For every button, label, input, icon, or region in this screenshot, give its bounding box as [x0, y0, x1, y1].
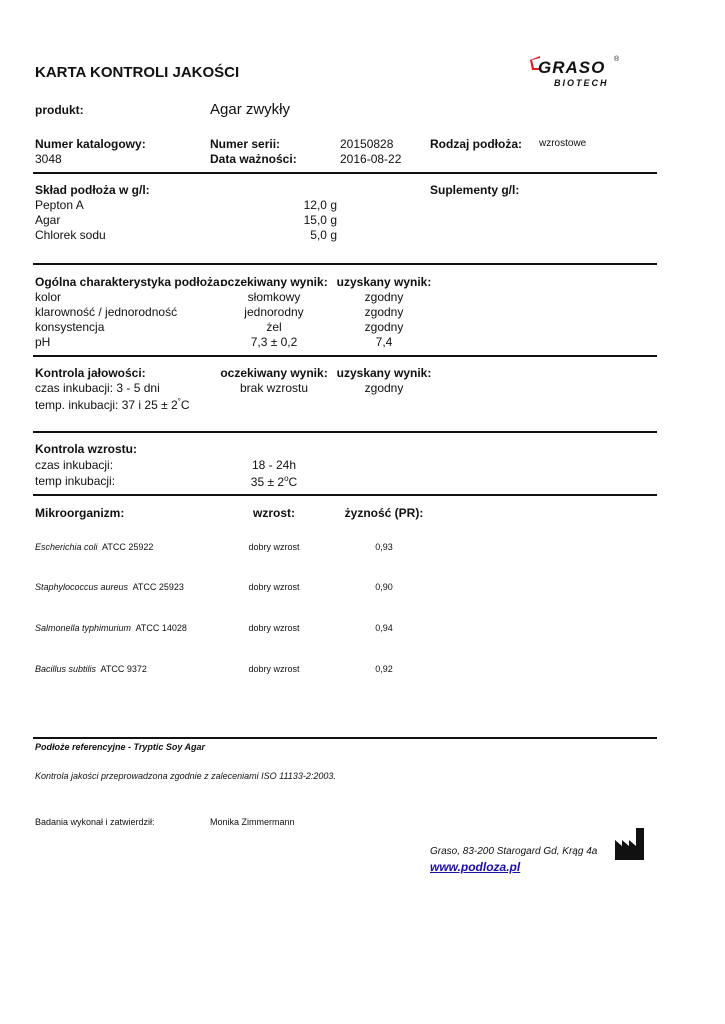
ingredient-name: Chlorek sodu	[35, 228, 106, 242]
characteristic-expected: żel	[266, 320, 282, 334]
characteristic-name: kolor	[35, 290, 62, 304]
characteristic-obtained: 7,4	[375, 335, 393, 349]
temp-unit: C	[288, 475, 298, 489]
divider	[33, 737, 657, 739]
growth-column-header: wzrost:	[253, 506, 295, 520]
species-name: Bacillus subtilis	[35, 664, 97, 674]
characteristic-obtained: zgodny	[364, 290, 404, 304]
characteristic-expected: 7,3 ± 0,2	[250, 335, 298, 349]
graso-logo	[528, 56, 624, 90]
reference-medium: Podłoże referencyjne - Tryptic Soy Agar	[35, 742, 206, 752]
composition-heading: Skład podłoża w g/l:	[35, 183, 150, 197]
series-label: Numer serii:	[210, 137, 281, 151]
obtained-header: uzyskany wynik:	[336, 275, 432, 289]
strain-id: ATCC 25923	[132, 582, 184, 592]
ingredient-amount: 12,0 g	[303, 198, 337, 212]
sterility-temp	[35, 397, 190, 412]
growth-result: dobry wzrost	[248, 664, 300, 674]
supplements-heading: Suplementy g/l:	[430, 183, 520, 197]
growth-result: dobry wzrost	[248, 623, 300, 633]
factory-icon	[615, 828, 645, 865]
sterility-obtained: zgodny	[364, 381, 404, 395]
characteristic-obtained: zgodny	[364, 320, 404, 334]
strain-id: ATCC 14028	[135, 623, 187, 633]
signed-label: Badania wykonał i zatwierdził:	[35, 817, 155, 827]
pr-column-header: żyzność (PR):	[344, 506, 424, 520]
page-title: KARTA KONTROLI JAKOŚCI	[35, 64, 240, 81]
characteristic-name: klarowność / jednorodność	[35, 305, 178, 319]
degree-sign: o	[284, 474, 289, 483]
species-name: Escherichia coli	[35, 542, 98, 552]
sterility-temp-text: temp. inkubacji: 37 i 25 ± 2	[35, 398, 178, 412]
strain-id: ATCC 9372	[100, 664, 147, 674]
divider	[33, 263, 657, 265]
company-address: Graso, 83-200 Starogard Gd, Krąg 4a	[430, 846, 598, 857]
sterility-time: czas inkubacji: 3 - 5 dni	[35, 381, 160, 395]
divider	[33, 172, 657, 174]
characteristic-expected: słomkowy	[247, 290, 301, 304]
sterility-expected: brak wzrostu	[239, 381, 309, 395]
pr-value: 0,90	[375, 582, 393, 592]
registered-mark: ®	[614, 56, 620, 63]
growth-time-value: 18 - 24h	[251, 458, 297, 472]
medium-type-label: Rodzaj podłoża:	[430, 137, 522, 151]
microorganism-row	[35, 664, 147, 674]
characteristic-expected: jednorodny	[244, 305, 304, 319]
pr-value: 0,94	[375, 623, 393, 633]
characteristic-obtained: zgodny	[364, 305, 404, 319]
catalog-value: 3048	[35, 152, 62, 166]
degree-sign: °	[177, 397, 181, 406]
microorganism-row	[35, 623, 187, 633]
growth-temp-value	[251, 474, 297, 489]
expected-header: oczekiwany wynik:	[220, 275, 328, 289]
growth-result: dobry wzrost	[248, 582, 300, 592]
ingredient-amount: 15,0 g	[303, 213, 337, 227]
sterility-expected-header: oczekiwany wynik:	[220, 366, 328, 380]
pr-value: 0,93	[375, 542, 393, 552]
growth-temp-text: 35 ± 2	[250, 475, 285, 489]
divider	[33, 355, 657, 357]
strain-id: ATCC 25922	[102, 542, 154, 552]
iso-note: Kontrola jakości przeprowadzona zgodnie z zaleceniami ISO 11133-2:2003.	[35, 771, 336, 781]
product-name: Agar zwykły	[210, 101, 291, 118]
microorganism-row	[35, 542, 153, 552]
temp-unit: C	[180, 398, 190, 412]
sterility-obtained-header: uzyskany wynik:	[336, 366, 432, 380]
growth-temp-label: temp inkubacji:	[35, 474, 116, 488]
microorganism-row	[35, 582, 184, 592]
microorganism-heading: Mikroorganizm:	[35, 506, 125, 520]
logo-subtitle: BIOTECH	[554, 78, 609, 88]
expiry-label: Data ważności:	[210, 152, 297, 166]
growth-result: dobry wzrost	[248, 542, 300, 552]
characteristic-name: konsystencja	[35, 320, 105, 334]
characteristics-heading: Ogólna charakterystyka podłoża:	[35, 275, 224, 289]
expiry-value: 2016-08-22	[340, 152, 402, 166]
product-label: produkt:	[35, 103, 84, 117]
sterility-heading: Kontrola jałowości:	[35, 366, 146, 380]
logo-brand: GRASO	[538, 58, 606, 77]
ingredient-name: Agar	[35, 213, 61, 227]
growth-heading: Kontrola wzrostu:	[35, 442, 137, 456]
catalog-label: Numer katalogowy:	[35, 137, 146, 151]
series-value: 20150828	[340, 137, 394, 151]
medium-type-value: wzrostowe	[539, 138, 587, 149]
ingredient-amount: 5,0 g	[310, 228, 337, 242]
website-link[interactable]: www.podloza.pl	[430, 860, 521, 874]
growth-time-label: czas inkubacji:	[35, 458, 114, 472]
divider	[33, 431, 657, 433]
species-name: Salmonella typhimurium	[35, 623, 132, 633]
pr-value: 0,92	[375, 664, 393, 674]
divider	[33, 494, 657, 496]
ingredient-name: Pepton A	[35, 198, 84, 212]
species-name: Staphylococcus aureus	[35, 582, 129, 592]
characteristic-name: pH	[35, 335, 51, 349]
signed-by: Monika Zimmermann	[210, 817, 295, 827]
